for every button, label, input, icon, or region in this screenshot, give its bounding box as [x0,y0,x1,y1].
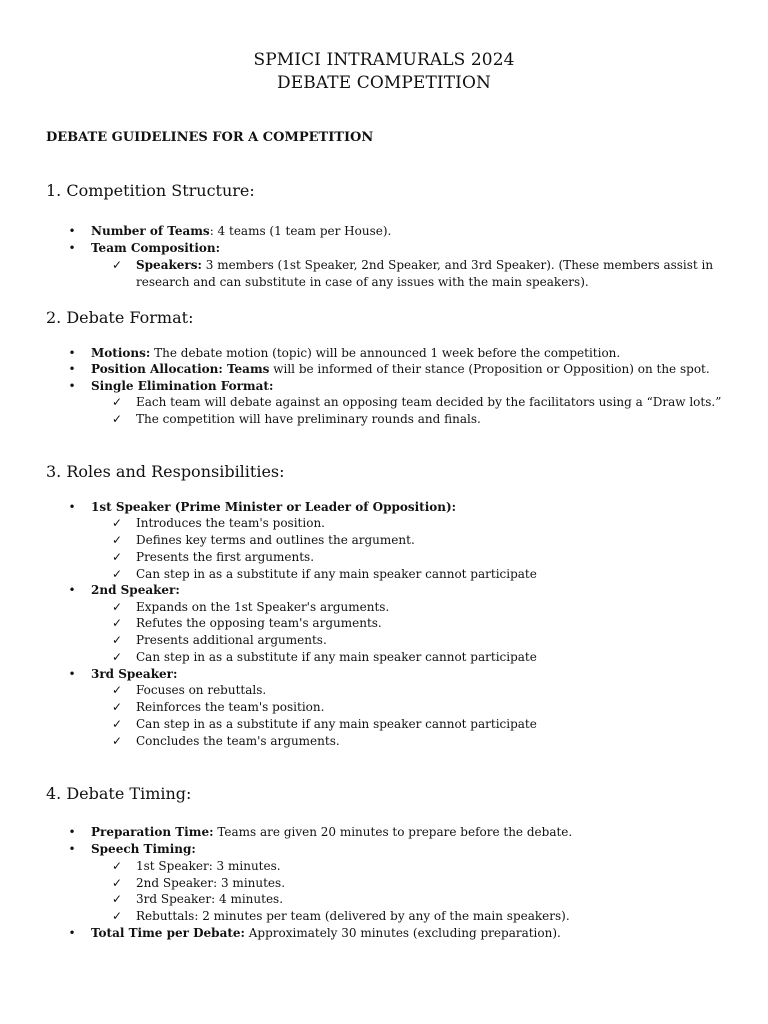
bullet-icon: • [68,842,76,856]
list-item: ✓ Reinforces the team's position. [111,700,325,714]
list-item: • Preparation Time: Teams are given 20 minutes to prepare before the debate. [68,825,573,839]
list-item: • 1st Speaker (Prime Minister or Leader of Opposition): [68,500,457,514]
checkmark-icon: ✓ [111,633,123,647]
section-heading-debate-format: 2. Debate Format: [46,308,194,327]
list-item: • Number of Teams: 4 teams (1 team per House). [68,224,392,238]
bullet-icon: • [68,346,76,360]
list-item: ✓ Introduces the team's position. [111,516,325,530]
list-item: • Motions: The debate motion (topic) will be announced 1 week before the competition. [68,346,621,360]
checkmark-icon: ✓ [111,876,123,890]
checkmark-icon: ✓ [111,516,123,530]
bullet-icon: • [68,362,76,376]
doc-title-line2: DEBATE COMPETITION [277,73,491,93]
list-item: • Position Allocation: Teams will be informed of their stance (Proposition or Opposition) on the spot. [68,362,710,376]
checkmark-icon: ✓ [111,700,123,714]
bullet-icon: • [68,825,76,839]
list-item: ✓ Refutes the opposing team's arguments. [111,616,382,630]
bullet-icon: • [68,379,76,393]
checkmark-icon: ✓ [111,412,123,426]
bullet-icon: • [68,583,76,597]
list-item: • 3rd Speaker: [68,667,178,681]
list-item: • Team Composition: [68,241,221,255]
checkmark-icon: ✓ [111,734,123,748]
checkmark-icon: ✓ [111,550,123,564]
checkmark-icon: ✓ [111,395,123,409]
list-item: • Total Time per Debate: Approximately 30 minutes (excluding preparation). [68,926,561,940]
list-item: ✓ 1st Speaker: 3 minutes. [111,859,281,873]
list-item: ✓ 2nd Speaker: 3 minutes. [111,876,286,890]
list-item: ✓ Can step in as a substitute if any main speaker cannot participate [111,567,537,581]
checkmark-icon: ✓ [111,567,123,581]
list-item: ✓ Speakers: 3 members (1st Speaker, 2nd Speaker, and 3rd Speaker). (These members assist in [111,258,714,272]
checkmark-icon: ✓ [111,258,123,272]
section-heading-competition-structure: 1. Competition Structure: [46,181,255,200]
checkmark-icon: ✓ [111,909,123,923]
checkmark-icon: ✓ [111,533,123,547]
checkmark-icon: ✓ [111,650,123,664]
list-item: ✓ Expands on the 1st Speaker's arguments. [111,600,390,614]
bullet-icon: • [68,926,76,940]
list-item: ✓ Can step in as a substitute if any main speaker cannot participate [111,717,537,731]
list-item: ✓ Each team will debate against an opposing team decided by the facilitators using a “Draw lots.” [111,395,722,409]
bullet-icon: • [68,224,76,238]
checkmark-icon: ✓ [111,892,123,906]
section-heading-debate-timing: 4. Debate Timing: [46,784,192,803]
list-item-continuation: research and can substitute in case of any issues with the main speakers). [136,275,589,289]
list-item: ✓ Defines key terms and outlines the argument. [111,533,415,547]
list-item: ✓ Focuses on rebuttals. [111,683,267,697]
checkmark-icon: ✓ [111,683,123,697]
list-item: ✓ 3rd Speaker: 4 minutes. [111,892,284,906]
list-item: • 2nd Speaker: [68,583,180,597]
checkmark-icon: ✓ [111,616,123,630]
list-item: ✓ Presents additional arguments. [111,633,327,647]
list-item: ✓ Can step in as a substitute if any main speaker cannot participate [111,650,537,664]
list-item: • Speech Timing: [68,842,196,856]
bullet-icon: • [68,667,76,681]
checkmark-icon: ✓ [111,600,123,614]
list-item: ✓ The competition will have preliminary rounds and finals. [111,412,481,426]
section-heading-roles: 3. Roles and Responsibilities: [46,462,285,481]
list-item: ✓ Rebuttals: 2 minutes per team (delivered by any of the main speakers). [111,909,570,923]
list-item: ✓ Presents the first arguments. [111,550,315,564]
checkmark-icon: ✓ [111,859,123,873]
list-item: ✓ Concludes the team's arguments. [111,734,340,748]
doc-title-line1: SPMICI INTRAMURALS 2024 [253,50,515,70]
doc-subtitle: DEBATE GUIDELINES FOR A COMPETITION [46,130,374,145]
bullet-icon: • [68,241,76,255]
bullet-icon: • [68,500,76,514]
checkmark-icon: ✓ [111,717,123,731]
list-item: • Single Elimination Format: [68,379,274,393]
